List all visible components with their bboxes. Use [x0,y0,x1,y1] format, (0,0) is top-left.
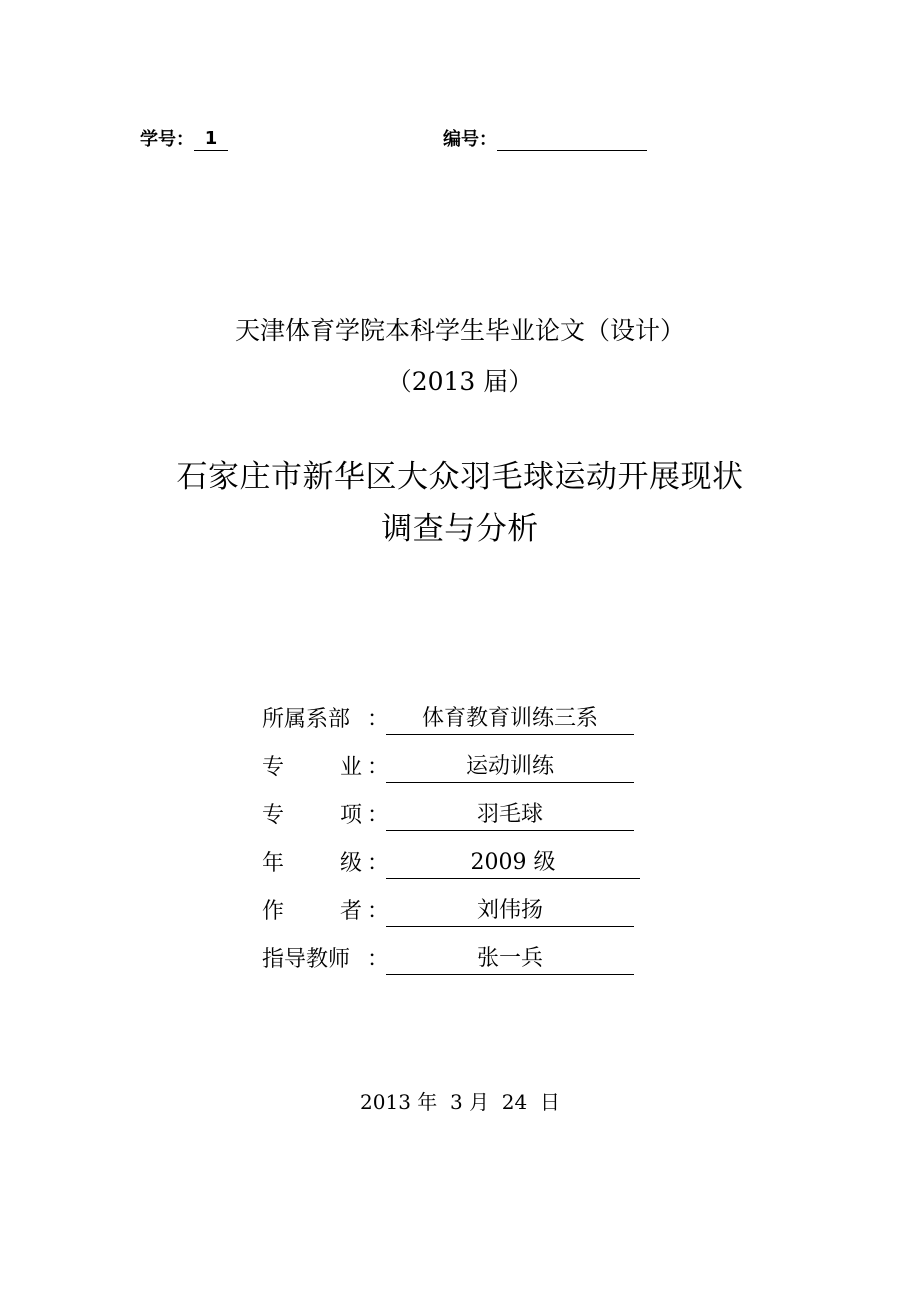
advisor-label: 指导教师 ： [262,947,390,972]
department-label: 所属系部 ： [262,707,390,732]
major-label: 专 业 ： [262,755,390,780]
specialty-value: 羽毛球 [386,802,634,831]
specialty-label: 专 项 ： [262,803,390,828]
serial-number-field [443,125,647,151]
submission-date: 2013 年 3 月 24 日 [360,1090,560,1114]
grade-label: 年 级 ： [262,851,390,876]
thesis-title-line-2: 调查与分析 [381,511,539,547]
author-value: 刘伟扬 [386,898,634,927]
serial-number-value [497,128,647,151]
advisor-value: 张一兵 [386,946,634,975]
grade-value: 2009 级 [386,850,640,879]
thesis-title-line-1: 石家庄市新华区大众羽毛球运动开展现状 [176,459,744,495]
student-id-field [140,125,228,151]
student-id-value: 1 [194,128,228,151]
serial-number-label: 编号： [443,129,497,150]
class-year: （2013 届） [386,367,534,396]
university-title: 天津体育学院本科学生毕业论文（设计） [234,316,685,345]
author-label: 作 者 ： [262,899,390,924]
department-value: 体育教育训练三系 [386,706,634,735]
major-value: 运动训练 [386,754,634,783]
header-row [0,125,920,155]
student-id-label: 学号： [140,129,194,150]
